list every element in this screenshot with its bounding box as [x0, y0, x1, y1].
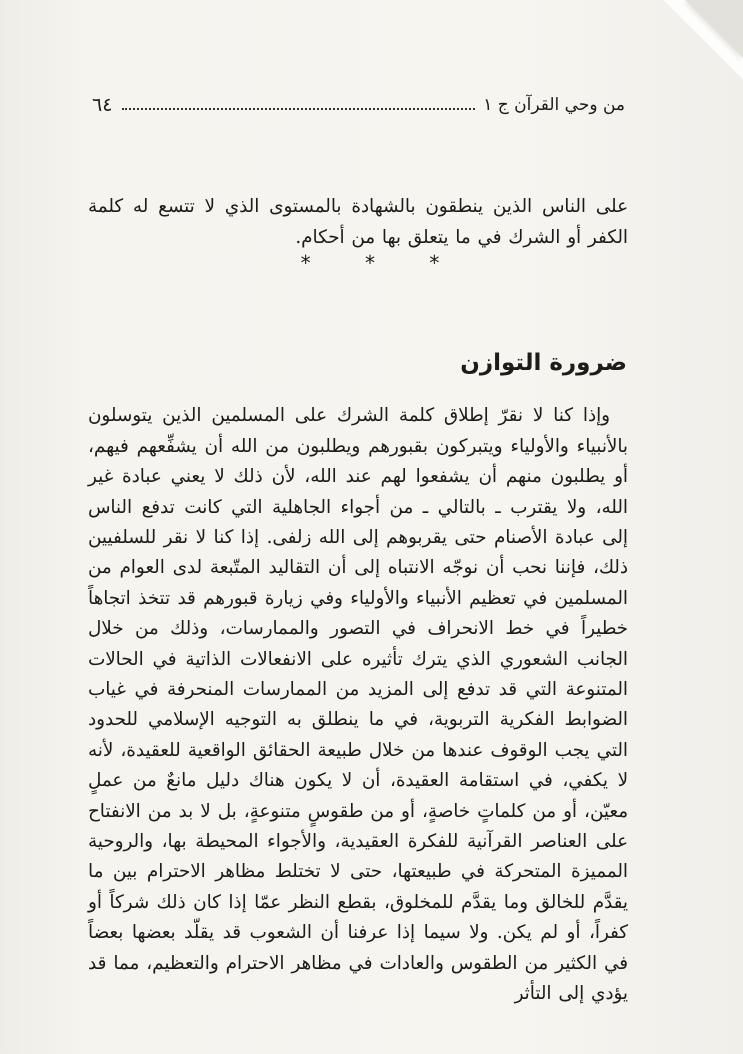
paragraph-continued: على الناس الذين ينطقون بالشهادة بالمستوى الذي لا تتسع له كلمة الكفر أو الشرك في ما يتعلق بها من أحكام.	[88, 196, 628, 248]
page-header	[92, 92, 625, 118]
page-number: ٦٤	[92, 94, 113, 116]
paragraph-main: وإذا كنا لا نقرّ إطلاق كلمة الشرك على المسلمين الذين يتوسلون بالأنبياء والأولياء ويتبركون بقبورهم ويطلبون من الله أن يشفِّعهم فيهم، أو يطلبون منهم أن يشفعوا لهم عند الله، لأن ذلك لا يعني عبادة غير الله، ولا يقترب ـ بالتالي ـ من أجواء الجاهلية التي كانت تدفع الناس إلى عبادة الأصنام حتى يقربوهم إلى الله زلفى. إذا كنا لا نقر للسلفيين ذلك، فإننا نحب أن نوجّه الانتباه إلى أن التقاليد المتّبعة لدى العوام من المسلمين في تعظيم الأنبياء والأولياء وفي زيارة قبورهم قد تتخذ اتجاهاً خطيراً في خط الانحراف في التصور والممارسات، وذلك من خلال الجانب الشعوري الذي يترك تأثيره على الانفعالات الذاتية في الحالات المتنوعة التي قد تدفع إلى المزيد من الممارسات المنحرفة في غياب الضوابط الفكرية التربوية، في ما ينطلق به التوجيه الإسلامي للحدود التي يجب الوقوف عندها من خلال طبيعة الحقائق الواقعية للعقيدة، لأنه لا يكفي، في استقامة العقيدة، أن لا يكون هناك دليل مانعٌ من عملٍ معيّن، أو من كلماتٍ خاصةٍ، أو من طقوسٍ متنوعةٍ، بل لا بد من الانفتاح على العناصر القرآنية للفكرة العقيدية، والأجواء المحيطة بها، والروحية المميزة المتحركة في طبيعتها، حتى لا تختلط مظاهر الاحترام بين ما يقدَّم للخالق وما يقدَّم للمخلوق، بقطع النظر عمّا إذا كان ذلك شركاً أو كفراً، أو لم يكن. ولا سيما إذا عرفنا أن الشعوب قد يقلّد بعضها بعضاً في الكثير من الطقوس والعادات في مظاهر الاحترام والتعظيم، مما قد يؤدي إلى التأثر	[88, 405, 628, 1005]
section-separator: * * *	[300, 251, 464, 275]
running-title: من وحي القرآن ج ١	[483, 95, 625, 115]
header-dotted-leader	[122, 108, 475, 110]
section-heading: ضرورة التوازن	[460, 350, 627, 377]
folded-corner-shadow	[685, 0, 743, 58]
